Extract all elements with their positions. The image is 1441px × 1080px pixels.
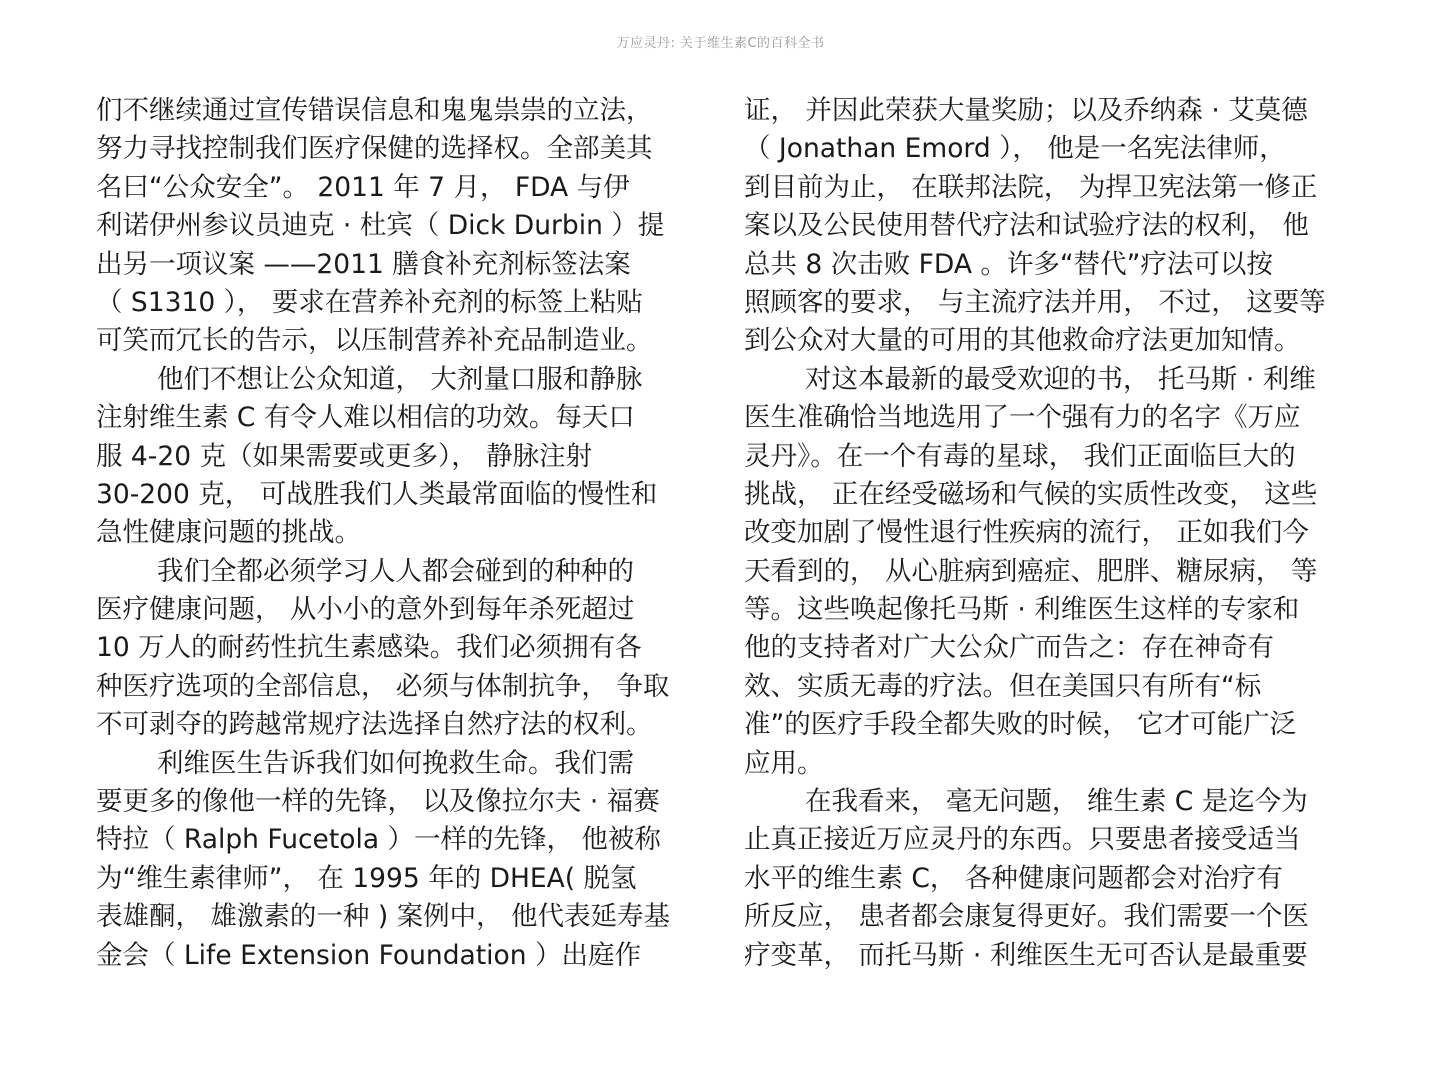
text-line: 应用。 <box>744 747 824 779</box>
text-line: 所反应， 患者都会康复得更好。我们需要一个医 <box>744 901 1309 933</box>
text-line: 们不继续通过宣传错误信息和鬼鬼祟祟的立法， <box>96 95 653 126</box>
text-line: （ Jonathan Emord ）， 他是一名宪法律师， <box>744 133 1286 165</box>
text-line: 他的支持者对广大公众广而告之：存在神奇有 <box>744 632 1274 664</box>
text-line: 效、实质无毒的疗法。但在美国只有所有“标 <box>744 670 1262 702</box>
text-line: 出另一项议案 ——2011 膳食补充剂标签法案 <box>96 248 631 280</box>
text-line: 对这本最新的最受欢迎的书， 托马斯 · 利维 <box>805 363 1316 395</box>
text-line: 总共 8 次击败 FDA 。许多“替代”疗法可以按 <box>744 248 1273 280</box>
text-line: 特拉（ Ralph Fucetola ）一样的先锋， 他被称 <box>96 824 661 856</box>
text-line: 挑战， 正在经受磁场和气候的实质性改变， 这些 <box>744 478 1318 510</box>
text-line: 准”的医疗手段全都失败的时候， 它才可能广泛 <box>744 709 1297 741</box>
text-line: 天看到的， 从心脏病到癌症、肥胖、糖尿病， 等 <box>744 555 1318 587</box>
text-line: 种医疗选项的全部信息， 必须与体制抗争， 争取 <box>96 670 670 702</box>
text-line: 名曰“公众安全”。 2011 年 7 月， FDA 与伊 <box>96 171 630 203</box>
text-line: 水平的维生素 C， 各种健康问题都会对治疗有 <box>744 862 1283 894</box>
text-line: 利维医生告诉我们如何挽救生命。我们需 <box>157 747 634 779</box>
text-line: 疗变革， 而托马斯 · 利维医生无可否认是最重要 <box>744 939 1308 971</box>
text-line: 10 万人的耐药性抗生素感染。我们必须拥有各 <box>96 632 642 664</box>
text-line: 医疗健康问题， 从小小的意外到每年杀死超过 <box>96 594 635 626</box>
text-line: 在我看来， 毫无问题， 维生素 C 是迄今为 <box>805 786 1308 818</box>
text-line: 不可剥夺的跨越常规疗法选择自然疗法的权利。 <box>96 709 653 741</box>
text-line: 照顾客的要求， 与主流疗法并用， 不过， 这要等 <box>744 286 1326 318</box>
text-line: 改变加剧了慢性退行性疾病的流行， 正如我们今 <box>744 517 1309 549</box>
text-line: （ S1310 ）， 要求在营养补充剂的标签上粘贴 <box>96 286 643 318</box>
text-line: 到目前为止， 在联邦法院， 为捍卫宪法第一修正 <box>744 171 1318 203</box>
text-line: 利诺伊州参议员迪克 · 杜宾（ Dick Durbin ）提 <box>96 210 665 242</box>
text-line: 等。这些唤起像托马斯 · 利维医生这样的专家和 <box>744 594 1300 626</box>
text-line: 金会（ Life Extension Foundation ）出庭作 <box>96 939 641 971</box>
page-header: 万应灵丹: 关于维生素C的百科全书 <box>616 36 825 51</box>
text-line: 急性健康问题的挑战。 <box>96 517 361 549</box>
text-line: 努力寻找控制我们医疗保健的选择权。全部美其 <box>96 133 653 165</box>
text-line: 为“维生素律师”， 在 1995 年的 DHEA( 脱氢 <box>96 862 637 894</box>
text-line: 止真正接近万应灵丹的东西。只要患者接受适当 <box>744 824 1301 856</box>
text-line: 他们不想让公众知道， 大剂量口服和静脉 <box>157 363 643 395</box>
text-line: 要更多的像他一样的先锋， 以及像拉尔夫 · 福赛 <box>96 786 660 818</box>
text-line: 医生准确恰当地选用了一个强有力的名字《万应 <box>744 402 1301 434</box>
right-column <box>744 92 1350 975</box>
text-line: 案以及公民使用替代疗法和试验疗法的权利， 他 <box>744 210 1309 242</box>
text-line: 灵丹》。在一个有毒的星球， 我们正面临巨大的 <box>744 440 1296 472</box>
text-line: 30-200 克， 可战胜我们人类最常面临的慢性和 <box>96 478 658 510</box>
left-column <box>96 92 702 975</box>
text-line: 注射维生素 C 有令人难以相信的功效。每天口 <box>96 402 635 434</box>
text-line: 我们全都必须学习人人都会碰到的种种的 <box>157 555 634 587</box>
text-line: 可笑而冗长的告示，以压制营养补充品制造业。 <box>96 325 653 357</box>
text-line: 到公众对大量的可用的其他救命疗法更加知情。 <box>744 325 1301 357</box>
text-line: 证， 并因此荣获大量奖励；以及乔纳森 · 艾莫德 <box>744 95 1308 126</box>
text-line: 表雄酮， 雄激素的一种 ) 案例中， 他代表延寿基 <box>96 901 671 933</box>
text-line: 服 4-20 克（如果需要或更多）， 静脉注射 <box>96 440 593 472</box>
